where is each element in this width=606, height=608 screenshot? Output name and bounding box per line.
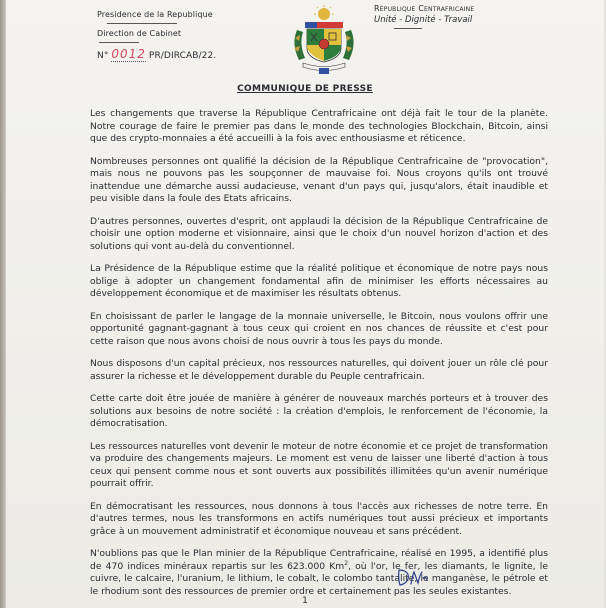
paragraph: Les changements que traverse la République Centrafricaine ont déjà fait le tour de la planète. Notre courage de faire le premier pas dans le monde des technologies Blockchain, Bitcoin, ainsi que des crypto-monnaies a été accueilli à la fois avec enthousiasme et réticence. [90,108,548,144]
paragraph-text: N'oublions pas que le Plan minier de la République Centrafricaine, réalisé en 1995, a identifié plus de 470 indices minéraux repartis sur les 623.000 Km [90,548,548,572]
reference-number [97,47,216,62]
press-release-title: COMMUNIQUE DE PRESSE [237,84,373,94]
national-motto: Unité - Dignité - Travail [374,15,473,25]
paragraph: Les ressources naturelles vont devenir le moteur de notre économie et ce projet de transformation va produire des changements majeurs. Le moment est venu de laisser une liberté d'action à tous ceux qui pensent comme nous et sont ouverts aux possibilités illimitées qu'un avenir numérique pourrait offrir. [90,440,548,489]
cabinet-label: Direction de Cabinet [97,29,182,38]
reference-prefix: N° [97,51,109,61]
header-rule [107,23,177,24]
paragraph: La Présidence de la République estime que la réalité politique et économique de notre pays nous oblige à adopter un changement fondamental afin de minimiser les efforts nécessaires au développement économique et de maximiser les résultats obtenus. [90,263,548,299]
reference-stamp: 0012 [111,47,146,61]
reference-suffix: PR/DIRCAB/22. [148,51,217,61]
signature-initials [396,566,430,588]
header-right-block [374,4,474,29]
paragraph-text: , où l'or, le fer, les diamants, le lignite, le cuivre, le calcaire, l'uranium, le lithium, le cobalt, le colombo tantalite, le manganèse, le pétrole et le rhodium sont des ressources de premier ordre et certainement pas les seules existantes. [90,560,548,597]
page-number: 1 [302,596,308,606]
paragraph: En choisissant de parler le langage de la monnaie universelle, le Bitcoin, nous voulons offrir une opportunité gagnant-gagnant à tous ceux qui croient en nos chances de réussite et c'est pour cette raison que nous avons choisi de nous ouvrir à tous les pays du monde. [90,310,548,347]
document-page [6,0,604,608]
document-body [90,108,548,608]
paragraph: D'autres personnes, ouvertes d'esprit, ont applaudi la décision de la République Centrafricaine de choisir une option moderne et visionnaire, ainsi que le choix d'un nouvel horizon d'action et des solutions qui vont au-delà du conventionnel. [90,215,548,252]
reference-field [111,47,146,62]
presidency-label: Presidence de la Republique [97,10,213,19]
header-rule [99,42,139,43]
coat-of-arms-emblem [289,4,359,76]
paragraph: En démocratisant les ressources, nous donnons à tous l'accès aux richesses de notre terre. En d'autres termes, nous les transformons en actifs numériques tout aussi précieux et importants grâce à un mouvement administratif et économique nouveau et sans précédent. [90,500,548,537]
paragraph: Cette carte doit être jouée de manière à générer de nouveaux marchés porteurs et à trouver des solutions aux besoins de notre société : la création d'emplois, le renforcement de l'économie, la démocratisation. [90,393,548,429]
header-rule [394,28,422,29]
country-name: République Centrafricaine [374,4,475,13]
paragraph: Nous disposons d'un capital précieux, nos ressources naturelles, qui doivent jouer un rôle clé pour assurer la richesse et le développement durable du Peuple centrafricain. [90,358,548,382]
superscript: 2 [344,559,349,567]
paragraph: Nombreuses personnes ont qualifié la décision de la République Centrafricaine de "provocation", mais nous ne pouvons pas les soupçonner de mauvaise foi. Nous croyons qu'ils ont trouvé inattendue une démarche aussi audacieuse, venant d'un pays qui, jusqu'alors, était inaudible et peu visible dans la foule des Etats africains. [90,155,548,204]
paragraph-mining [90,548,548,598]
